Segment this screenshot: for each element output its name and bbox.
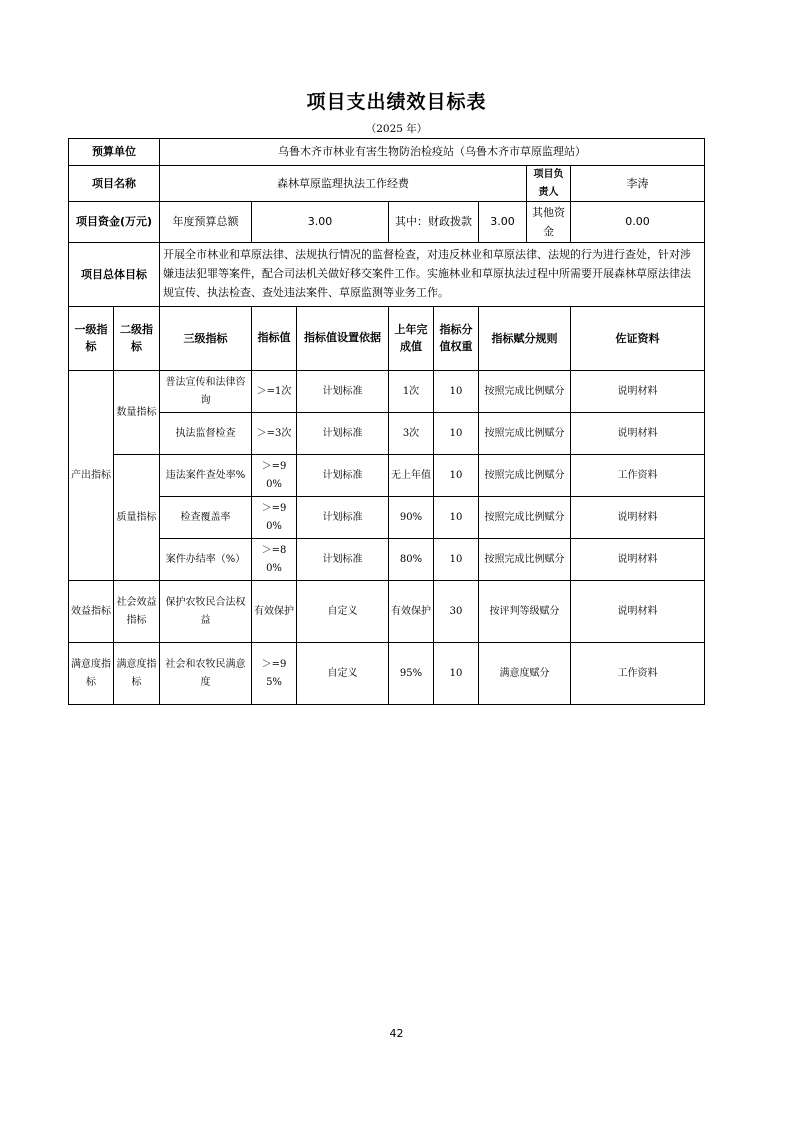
header-last-year: 上年完成值 [389, 307, 434, 371]
row-rule: 按照完成比例赋分 [479, 497, 571, 539]
project-owner-label: 项目负责人 [527, 166, 571, 202]
row-name: 违法案件查处率% [160, 455, 252, 497]
row-evidence: 说明材料 [571, 497, 705, 539]
table-row [69, 643, 705, 705]
header-value: 指标值 [252, 307, 297, 371]
other-funds-value: 0.00 [571, 202, 705, 243]
header-level1: 一级指标 [69, 307, 114, 371]
table-row [69, 497, 705, 539]
indicator-header-row [69, 307, 705, 371]
group-quality: 质量指标 [114, 455, 160, 581]
row-weight: 10 [434, 497, 479, 539]
budget-unit-row [69, 139, 705, 166]
row-evidence: 说明材料 [571, 581, 705, 643]
header-basis: 指标值设置依据 [297, 307, 389, 371]
project-funds-label: 项目资金(万元) [69, 202, 160, 243]
row-rule: 按照完成比例赋分 [479, 413, 571, 455]
table-row [69, 413, 705, 455]
row-rule: 按评判等级赋分 [479, 581, 571, 643]
table-row [69, 539, 705, 581]
row-value: ＞=80% [252, 539, 297, 581]
group-output: 产出指标 [69, 371, 114, 581]
row-basis: 计划标准 [297, 413, 389, 455]
row-weight: 10 [434, 643, 479, 705]
row-value: ＞=1次 [252, 371, 297, 413]
row-rule: 按照完成比例赋分 [479, 371, 571, 413]
row-evidence: 说明材料 [571, 539, 705, 581]
header-weight: 指标分值权重 [434, 307, 479, 371]
table-row [69, 581, 705, 643]
row-last-year: 80% [389, 539, 434, 581]
overall-goal-row [69, 243, 705, 307]
performance-target-table [68, 138, 705, 705]
row-evidence: 工作资料 [571, 643, 705, 705]
row-value: ＞=90% [252, 497, 297, 539]
group-benefit: 效益指标 [69, 581, 114, 643]
header-rule: 指标赋分规则 [479, 307, 571, 371]
annual-budget-value: 3.00 [252, 202, 389, 243]
row-name: 社会和农牧民满意度 [160, 643, 252, 705]
project-funds-row [69, 202, 705, 243]
row-weight: 10 [434, 413, 479, 455]
header-level2: 二级指标 [114, 307, 160, 371]
budget-unit-label: 预算单位 [69, 139, 160, 166]
table-row [69, 455, 705, 497]
header-level3: 三级指标 [160, 307, 252, 371]
group-satisfaction: 满意度指标 [69, 643, 114, 705]
project-owner-value: 李涛 [571, 166, 705, 202]
row-last-year: 3次 [389, 413, 434, 455]
group-social-benefit: 社会效益指标 [114, 581, 160, 643]
budget-year: （2025 年） [365, 123, 428, 135]
row-last-year: 1次 [389, 371, 434, 413]
row-last-year: 有效保护 [389, 581, 434, 643]
annual-budget-label: 年度预算总额 [160, 202, 252, 243]
table-row [69, 371, 705, 413]
project-name-value: 森林草原监理执法工作经费 [160, 166, 527, 202]
row-value: ＞=3次 [252, 413, 297, 455]
row-value: ＞=90% [252, 455, 297, 497]
row-weight: 10 [434, 371, 479, 413]
row-weight: 10 [434, 539, 479, 581]
row-name: 保护农牧民合法权益 [160, 581, 252, 643]
budget-unit-value: 乌鲁木齐市林业有害生物防治检疫站（乌鲁木齐市草原监理站） [160, 139, 705, 166]
project-name-row [69, 166, 705, 202]
row-name: 案件办结率（%） [160, 539, 252, 581]
overall-goal-label: 项目总体目标 [69, 243, 160, 307]
row-rule: 按照完成比例赋分 [479, 539, 571, 581]
row-basis: 计划标准 [297, 539, 389, 581]
group-quantity: 数量指标 [114, 371, 160, 455]
other-funds-label: 其他资金 [527, 202, 571, 243]
row-evidence: 说明材料 [571, 371, 705, 413]
row-basis: 计划标准 [297, 455, 389, 497]
row-rule: 满意度赋分 [479, 643, 571, 705]
row-name: 普法宣传和法律咨询 [160, 371, 252, 413]
row-basis: 计划标准 [297, 371, 389, 413]
row-basis: 计划标准 [297, 497, 389, 539]
row-basis: 自定义 [297, 581, 389, 643]
row-weight: 30 [434, 581, 479, 643]
row-name: 执法监督检查 [160, 413, 252, 455]
row-value: ＞=95% [252, 643, 297, 705]
row-weight: 10 [434, 455, 479, 497]
row-value: 有效保护 [252, 581, 297, 643]
row-evidence: 工作资料 [571, 455, 705, 497]
project-name-label: 项目名称 [69, 166, 160, 202]
group-satisfaction-sub: 满意度指标 [114, 643, 160, 705]
fiscal-allocation-value: 3.00 [479, 202, 527, 243]
row-rule: 按照完成比例赋分 [479, 455, 571, 497]
document-title: 项目支出绩效目标表 [306, 91, 487, 113]
overall-goal-text: 开展全市林业和草原法律、法规执行情况的监督检查，对违反林业和草原法律、法规的行为进行查处，针对涉嫌违法犯罪等案件，配合司法机关做好移交案件工作。实施林业和草原执法过程中所需要开展森林草原法律法规宣传、执法检查、查处违法案件、草原监测等业务工作。 [160, 243, 705, 307]
row-last-year: 90% [389, 497, 434, 539]
row-evidence: 说明材料 [571, 413, 705, 455]
row-basis: 自定义 [297, 643, 389, 705]
fiscal-allocation-label: 其中：财政拨款 [389, 202, 479, 243]
row-name: 检查覆盖率 [160, 497, 252, 539]
header-evidence: 佐证资料 [571, 307, 705, 371]
page-number: 42 [389, 1027, 404, 1040]
row-last-year: 95% [389, 643, 434, 705]
row-last-year: 无上年值 [389, 455, 434, 497]
